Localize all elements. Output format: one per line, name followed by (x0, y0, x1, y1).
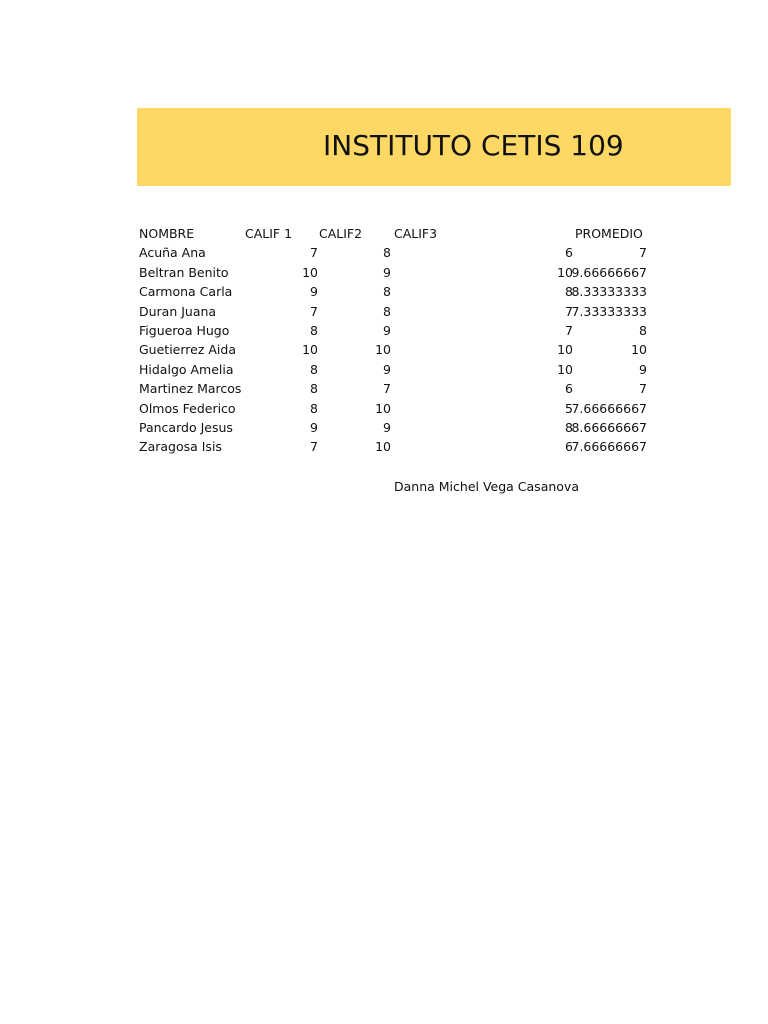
cell-nombre: Beltran Benito (139, 264, 229, 280)
table-row (0, 321, 768, 340)
cell-calif1: 8 (310, 400, 318, 416)
cell-nombre: Duran Juana (139, 303, 217, 319)
cell-calif1: 8 (310, 361, 318, 377)
table-row (0, 302, 768, 321)
cell-promedio: 7.33333333 (571, 303, 647, 319)
cell-nombre: Hidalgo Amelia (139, 361, 234, 377)
cell-calif1: 7 (310, 439, 318, 455)
cell-calif3: 10 (557, 264, 573, 280)
cell-promedio: 7.66666667 (571, 439, 647, 455)
cell-calif2: 10 (375, 400, 391, 416)
cell-promedio: 8 (639, 322, 647, 338)
cell-nombre: Guetierrez Aida (139, 342, 236, 358)
cell-nombre: Figueroa Hugo (139, 322, 230, 338)
cell-nombre: Carmona Carla (139, 284, 233, 300)
table-header-row (0, 224, 768, 243)
header-promedio: PROMEDIO (575, 226, 643, 241)
table-row (0, 437, 768, 456)
cell-promedio: 9 (639, 361, 647, 377)
cell-promedio: 8.66666667 (571, 419, 647, 435)
table-row (0, 399, 768, 418)
cell-calif1: 10 (302, 264, 318, 280)
cell-calif3: 6 (565, 439, 573, 455)
table-row (0, 243, 768, 262)
cell-calif1: 9 (310, 419, 318, 435)
title-banner (137, 108, 731, 186)
cell-calif1: 7 (310, 245, 318, 261)
cell-promedio: 9.66666667 (571, 264, 647, 280)
cell-calif1: 8 (310, 322, 318, 338)
grades-table (0, 224, 768, 457)
cell-promedio: 7 (639, 381, 647, 397)
table-row (0, 340, 768, 359)
cell-calif3: 8 (565, 284, 573, 300)
table-row (0, 263, 768, 282)
cell-calif1: 9 (310, 284, 318, 300)
header-calif2: CALIF2 (319, 226, 363, 241)
cell-calif2: 10 (375, 439, 391, 455)
cell-promedio: 7.66666667 (571, 400, 647, 416)
cell-calif3: 5 (565, 400, 573, 416)
cell-calif2: 8 (383, 284, 391, 300)
author-signature: Danna Michel Vega Casanova (394, 479, 579, 494)
cell-calif2: 10 (375, 342, 391, 358)
cell-promedio: 10 (631, 342, 647, 358)
cell-calif2: 8 (383, 245, 391, 261)
cell-nombre: Martinez Marcos (139, 381, 242, 397)
header-calif3: CALIF3 (394, 226, 438, 241)
cell-nombre: Acuña Ana (139, 245, 206, 261)
table-row (0, 418, 768, 437)
document-title: INSTITUTO CETIS 109 (323, 129, 624, 162)
cell-nombre: Olmos Federico (139, 400, 236, 416)
cell-calif3: 10 (557, 342, 573, 358)
table-row (0, 379, 768, 398)
cell-calif2: 9 (383, 419, 391, 435)
cell-calif1: 8 (310, 381, 318, 397)
cell-promedio: 7 (639, 245, 647, 261)
cell-calif2: 9 (383, 322, 391, 338)
cell-calif2: 9 (383, 264, 391, 280)
cell-calif3: 6 (565, 245, 573, 261)
table-row (0, 360, 768, 379)
cell-calif2: 7 (383, 381, 391, 397)
cell-calif3: 8 (565, 419, 573, 435)
cell-calif3: 10 (557, 361, 573, 377)
cell-calif1: 7 (310, 303, 318, 319)
cell-calif3: 7 (565, 322, 573, 338)
cell-calif2: 9 (383, 361, 391, 377)
header-calif1: CALIF 1 (245, 226, 293, 241)
cell-calif3: 6 (565, 381, 573, 397)
header-nombre: NOMBRE (139, 226, 195, 241)
cell-promedio: 8.33333333 (571, 284, 647, 300)
cell-calif2: 8 (383, 303, 391, 319)
cell-nombre: Zaragosa Isis (139, 439, 222, 455)
table-row (0, 282, 768, 301)
cell-calif1: 10 (302, 342, 318, 358)
cell-nombre: Pancardo Jesus (139, 419, 233, 435)
cell-calif3: 7 (565, 303, 573, 319)
